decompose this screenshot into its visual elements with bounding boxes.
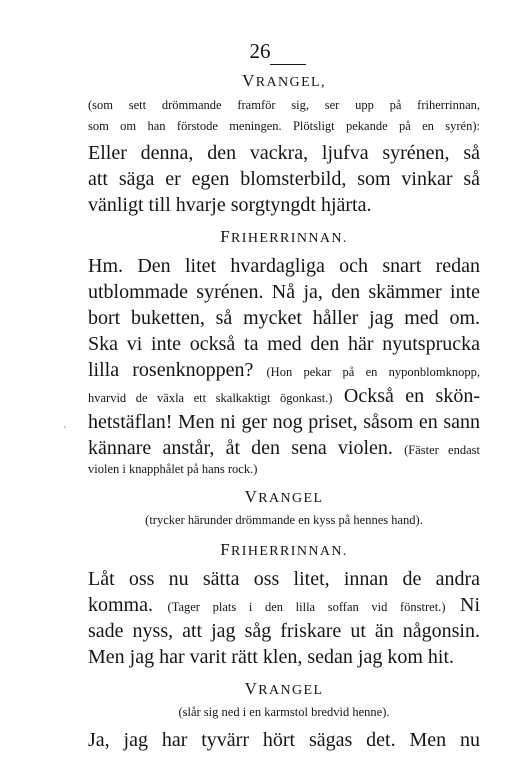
dialogue-line: Ska vi inte också ta med den här nyutsprucka (88, 333, 480, 355)
dialogue-line: hetstäflan! Men ni ger nog priset, såsom en sann (88, 411, 480, 433)
speaker-name: VRANGEL (244, 679, 324, 698)
inline-stage-direction: (Tager plats i den lilla soffan vid fönstret.) (167, 600, 446, 614)
dialogue-line: kännare anstår, åt den sena violen. (Fäster endast (88, 437, 480, 459)
inline-stage-direction: (Hon pekar på en nyponblomknopp, (266, 365, 480, 379)
dialogue-line: hvarvid de växla ett skalkaktigt ögonkast.) Också en skön- (88, 385, 480, 407)
inline-stage-direction: (Fäster endast (404, 443, 480, 457)
page-number: 26 (249, 39, 271, 63)
dialogue-line: Ja, jag har tyvärr hört sägas det. Men nu (88, 729, 480, 751)
stage-direction-line: som om han förstode meningen. Plötsligt pekande på en syrén): (88, 119, 480, 133)
dialogue-line: sade nyss, att jag såg friskare ut än någonsin. (88, 620, 480, 642)
stage-direction-line: (som sett drömmande framför sig, ser upp på friherrinnan, (88, 98, 480, 112)
dialogue-line: Eller denna, den vackra, ljufva syrénen, så (88, 142, 480, 164)
dialogue-line: lilla rosenknoppen? (Hon pekar på en nyponblomknopp, (88, 359, 480, 381)
speaker-name: VRANGEL, (242, 71, 326, 90)
page-number-underline (270, 64, 306, 65)
speaker-name: FRIHERRINNAN. (220, 227, 348, 246)
dialogue-line: att säga er egen blomsterbild, som vinkar så (88, 168, 480, 190)
dialogue-line: vänligt till hvarje sorgtyngdt hjärta. (88, 194, 372, 216)
dialogue-line: Hm. Den litet hvardagliga och snart redan (88, 255, 480, 277)
dialogue-line: bort buketten, så mycket håller jag med om. (88, 307, 480, 329)
stage-direction: (slår sig ned i en karmstol bredvid henne). (178, 705, 390, 719)
stage-direction-line: violen i knapphålet på hans rock.) (88, 462, 258, 476)
speaker-name: VRANGEL (244, 487, 324, 506)
dialogue-line: Låt oss nu sätta oss litet, innan de andra (88, 568, 480, 590)
dialogue-line: komma. (Tager plats i den lilla soffan vid fönstret.) Ni (88, 594, 481, 616)
speaker-name: FRIHERRINNAN. (220, 540, 348, 559)
dialogue-line: utblommade syrénen. Nå ja, den skämmer inte (88, 281, 480, 303)
dialogue-line: Men jag har varit rätt klen, sedan jag kom hit. (88, 646, 455, 668)
stage-direction: (trycker härunder drömmande en kyss på hennes hand). (145, 513, 423, 527)
inline-stage-direction: hvarvid de växla ett skalkaktigt ögonkast.) (88, 391, 333, 405)
stray-mark: ' (64, 425, 66, 436)
